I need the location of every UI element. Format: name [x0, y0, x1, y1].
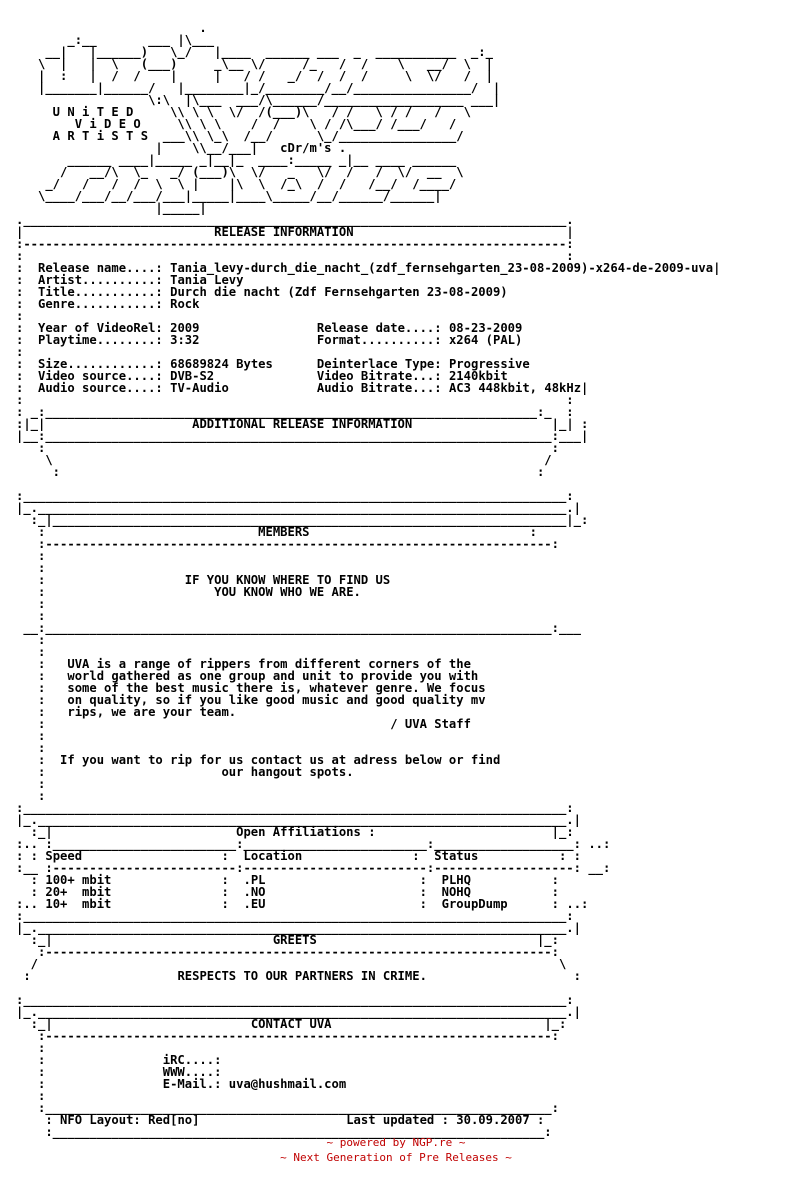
www-label: WWW....: — [162, 1065, 222, 1079]
audio-source-value: TV-Audio — [170, 381, 229, 395]
email-value: uva@hushmail.com — [228, 1077, 347, 1091]
artist-value: Tania Levy — [170, 273, 244, 287]
section-frame: : :.. — [16, 885, 560, 911]
slogan-line-1: IF YOU KNOW WHERE TO FIND US — [184, 573, 391, 587]
affiliation-row-2-status: NOHQ — [441, 885, 471, 899]
section-frame: |_: :---------------------------------------------------------------------: / \ : — [23, 933, 567, 983]
genre-value: Rock — [170, 297, 200, 311]
last-updated-label: Last updated : — [346, 1113, 449, 1127]
video-source-label: Video source....: — [38, 369, 163, 383]
section-frame: : — [265, 873, 442, 887]
affiliation-row-1-location: .PL — [243, 873, 266, 887]
title-label: Title...........: — [38, 285, 163, 299]
email-label: E-Mail.: — [162, 1077, 222, 1091]
section-frame: |_: :---------------------------------------------------------------------: : : — [38, 1017, 567, 1067]
year-label: Year of VideoRel: — [38, 321, 163, 335]
section-frame: | : — [16, 261, 721, 287]
uva-ascii-logo: . _:__ ___ |\___ __| |______) \_/ |____ ______ ___ _ ___________ _:_ \ | | \ (___) _\__ \/ /_ / / \ __/ \ | | : | / / | | / / _/ / / / \ \/ / | |_______|______/ |________|_/________/__/________________/ | \:\ |\___ ___/\______/___________________ ___| U N i T E D \\ \ \ \/ /(___)\ / / \ / / / \ V i D E O \\ \ \ / / \ / /\___/ /___/ / A R T i S T S ___\\ \_\ /__/ \_/________________/ | \\__/___| cDr/m's . ______ ____|_____ _|__|_ ____:_____ _|__ ____ ______ / __/\ \_ _/ (___)\ \/ _ \/ / / \/ __ \ _/ / / / \ \ | |\ \ /_\ / / /__/ /____/ \____/___/__/___/___|_____|____\_____/__/______/______| |_____| — [38, 21, 501, 215]
audio-bitrate-value: AC3 448kbit, 48kHz — [448, 381, 582, 395]
affiliation-row-3-status: GroupDump — [441, 897, 508, 911]
section-frame: : :__________________________________________________________________________: |_.________________________________________________________________________.| :_| — [16, 969, 582, 1031]
size-label: Size............: — [38, 357, 163, 371]
nfo-document — [16, 22, 720, 1138]
release-name-label: Release name....: — [38, 261, 163, 275]
affiliation-row-1-speed: 100+ mbit — [45, 873, 112, 887]
section-frame: : — [16, 369, 24, 383]
release-date-value: 08-23-2009 — [448, 321, 523, 335]
genre-label: Genre...........: — [38, 297, 163, 311]
contact-us-line-1: If you want to rip for us contact us at adress below or find — [60, 753, 501, 767]
section-frame: |_| : |__:_____________________________________________________________________:___| : : \ / : : :__________________________________________________________________________: |_.________________________________________________________________________.| :_|______________________________________________________________________|_: : — [16, 417, 589, 539]
section-frame: : — [16, 381, 24, 395]
about-line-4: on quality, so if you like good music and good quality mv — [67, 693, 486, 707]
powered-by-footer: ~ powered by NGP.re ~ — [326, 1136, 466, 1149]
affiliations-header: Open Affiliations : — [236, 825, 376, 839]
layout-credit-label: NFO Layout: — [60, 1113, 141, 1127]
audio-source-label: Audio source....: — [38, 381, 163, 395]
affiliation-row-3-location: .EU — [243, 897, 266, 911]
audio-bitrate-label: Audio Bitrate...: — [316, 381, 442, 395]
video-bitrate-value: 2140kbit — [448, 369, 508, 383]
section-frame: : :---------------------------------------------------------------------: : : : — [38, 525, 559, 587]
artist-label: Artist..........: — [38, 273, 163, 287]
affiliation-row-2-location: .NO — [243, 885, 266, 899]
greets-text: RESPECTS TO OUR PARTNERS IN CRIME. — [177, 969, 427, 983]
members-header: MEMBERS — [258, 525, 310, 539]
ngp-tagline-footer: ~ Next Generation of Pre Releases ~ — [280, 1151, 512, 1164]
section-frame: : : — [16, 345, 24, 371]
section-frame: |_: :.. :_________________________:_________________________:___________________: ..: : : — [16, 825, 611, 863]
section-frame: : — [16, 285, 24, 299]
about-line-2: world gathered as one group and unit to provide you with — [67, 669, 479, 683]
about-line-5: rips, we are your team. — [67, 705, 237, 719]
section-frame: : : — [30, 873, 560, 899]
section-frame: : — [265, 897, 442, 911]
contact-us-line-2: our hangout spots. — [221, 765, 354, 779]
video-source-value: DVB-S2 — [170, 369, 215, 383]
affiliation-row-1-status: PLHQ — [441, 873, 471, 887]
about-line-3: some of the best music there is, whatever genre. We focus — [67, 681, 486, 695]
section-frame: : — [38, 705, 46, 719]
slogan-line-2: YOU KNOW WHO WE ARE. — [214, 585, 361, 599]
section-frame: : — [111, 885, 244, 899]
section-frame: : — [38, 669, 46, 683]
section-frame: : :___________________________________________________________________: — [45, 1113, 552, 1139]
section-frame: : — [38, 585, 46, 599]
title-value: Durch die nacht (Zdf Fernsehgarten 23-08-2009) — [170, 285, 508, 299]
deinterlace-label: Deinterlace Type: — [316, 357, 442, 371]
playtime-label: Playtime........: — [38, 333, 163, 347]
section-frame: : — [16, 297, 24, 311]
irc-label: iRC....: — [162, 1053, 222, 1067]
video-bitrate-label: Video Bitrate...: — [316, 369, 442, 383]
last-updated-value: 30.09.2007 — [456, 1113, 530, 1127]
contact-header: CONTACT UVA — [250, 1017, 332, 1031]
release-date-label: Release date....: — [316, 321, 442, 335]
format-value: x264 (PAL) — [448, 333, 523, 347]
section-frame: : — [38, 717, 46, 731]
speed-column-header: Speed — [45, 849, 83, 863]
staff-signature: / UVA Staff — [390, 717, 471, 731]
section-frame: : — [38, 693, 46, 707]
section-frame: : : : — [38, 729, 46, 767]
section-frame: : : :__________________________________________________________________________: |_.________________________________________________________________________.| :_| — [16, 777, 581, 839]
section-frame: : : — [16, 309, 24, 335]
section-frame: : — [265, 885, 442, 899]
section-frame: : :_____________________________________________________________________: : — [38, 1089, 559, 1127]
deinterlace-value: Progressive — [448, 357, 530, 371]
section-frame: .__________________________________________________________________________. | — [16, 213, 574, 239]
about-line-1: UVA is a range of rippers from different corners of the — [67, 657, 471, 671]
year-value: 2009 — [170, 321, 200, 335]
section-frame: : — [82, 849, 244, 863]
layout-credit-value: Red[no] — [148, 1113, 200, 1127]
greets-header: GREETS — [272, 933, 317, 947]
release-name-value: Tania_levy-durch_die_nacht_(zdf_fernsehgarten_23-08-2009)-x264-de-2009-uva — [170, 261, 714, 275]
additional-info-header: ADDITIONAL RELEASE INFORMATION — [192, 417, 413, 431]
section-frame: : — [111, 873, 244, 887]
status-column-header: Status — [434, 849, 479, 863]
affiliation-row-3-speed: 10+ mbit — [45, 897, 112, 911]
release-info-header: RELEASE INFORMATION — [214, 225, 354, 239]
playtime-value: 3:32 — [170, 333, 200, 347]
section-frame: : ..: :__________________________________________________________________________: |_.________________________________________________________________________.| :_| — [16, 897, 589, 947]
affiliation-row-2-speed: 20+ mbit — [45, 885, 112, 899]
format-label: Format..........: — [316, 333, 442, 347]
section-frame: : — [111, 897, 244, 911]
section-frame: : — [38, 1077, 46, 1091]
section-frame: : — [302, 849, 435, 863]
section-frame: : — [16, 333, 24, 347]
size-value: 68689824 Bytes — [170, 357, 273, 371]
section-frame: : : __:_____________________________________________________________________:___ : : : — [23, 597, 581, 671]
section-frame: : — [38, 1065, 46, 1079]
section-frame: | :--------------------------------------------------------------------------: : : : — [16, 225, 574, 275]
section-frame: : — [38, 681, 46, 695]
location-column-header: Location — [243, 849, 303, 863]
section-frame: : — [38, 765, 46, 779]
section-frame: : : :__ :-------------------------:-------------------------:-------------------: __: : — [16, 849, 611, 887]
section-frame: | : : : _:___________________________________________________________________:_ : :|_| — [16, 381, 589, 431]
